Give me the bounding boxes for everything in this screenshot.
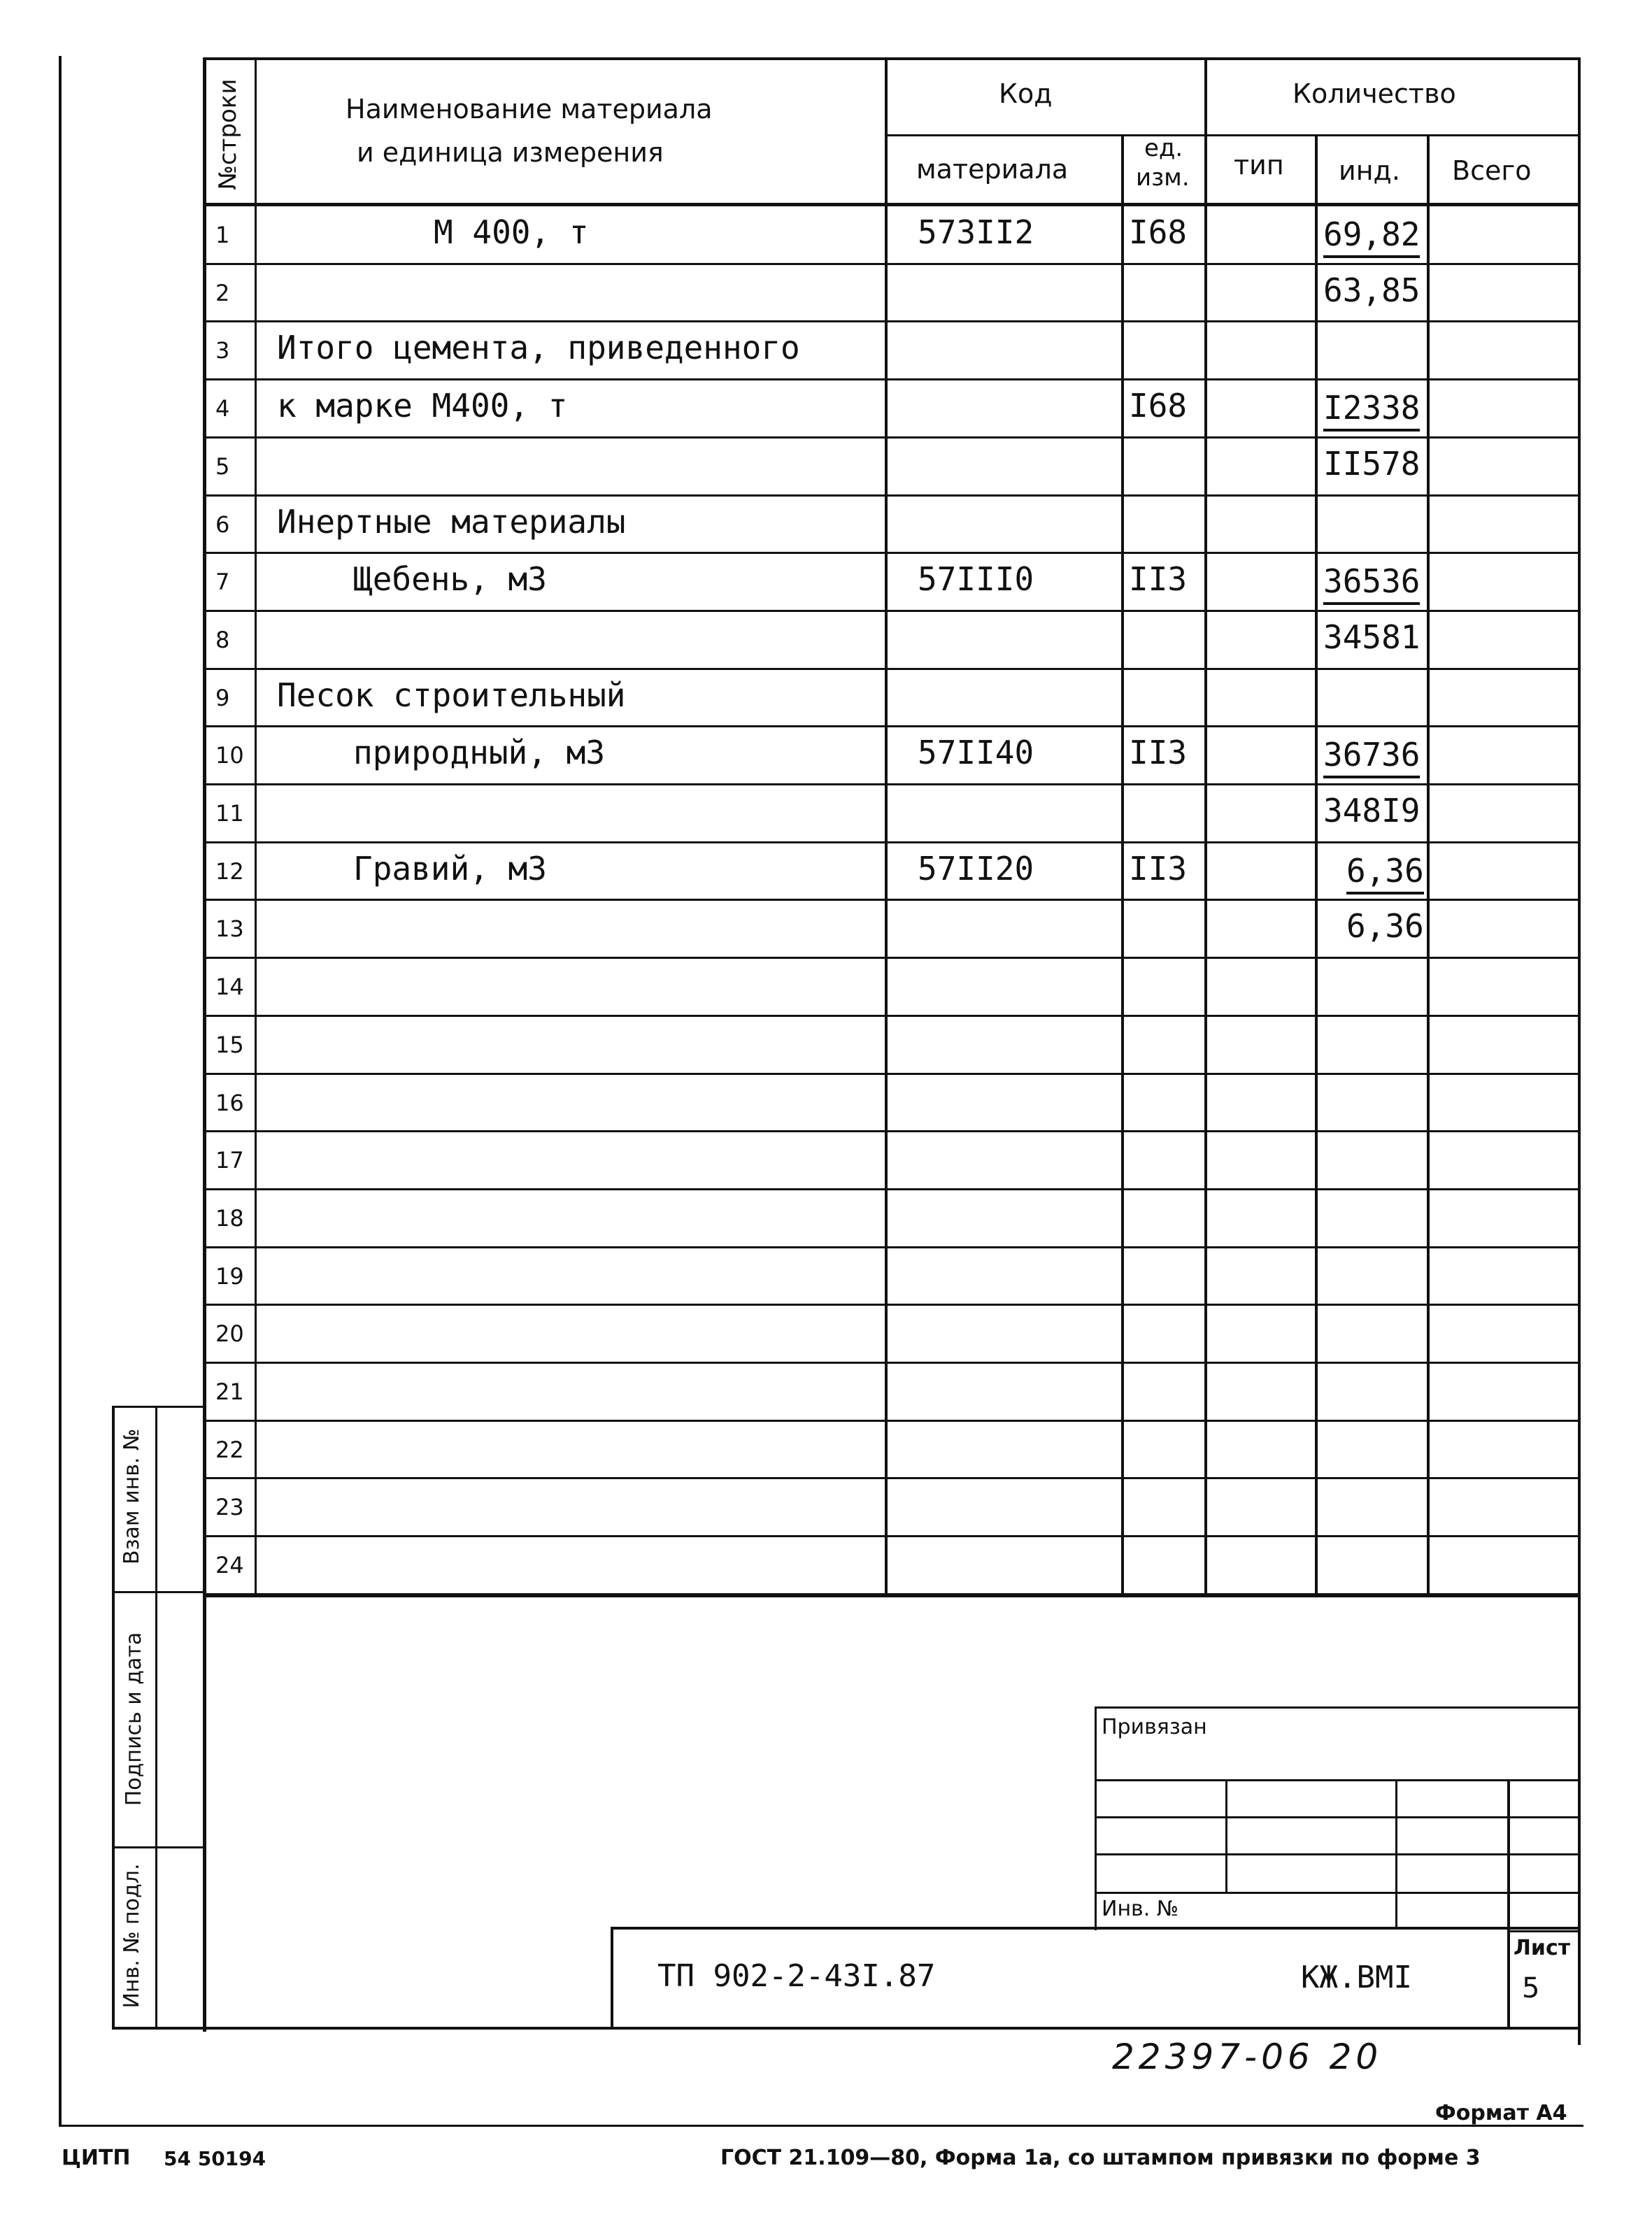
row-number: 22 (215, 1437, 244, 1463)
order-number: 54 50194 (164, 2147, 266, 2170)
name-header-line1: Наименование материала (346, 94, 713, 124)
material-code-header: материала (916, 154, 1069, 185)
material-code: 573II2 (918, 213, 1034, 251)
row-number: 10 (215, 742, 244, 769)
row-number: 13 (215, 915, 244, 942)
quantity-ind: 348I9 (1323, 792, 1420, 829)
unit-header-line1: ед. (1144, 134, 1183, 162)
ind-header: инд. (1339, 155, 1400, 186)
unit-code: I68 (1129, 387, 1188, 425)
material-name: к марке М400, т (277, 387, 568, 425)
inv-podl-label: Инв. № подл. (120, 1863, 144, 2009)
quantity-ind: 63,85 (1323, 271, 1420, 309)
type-header: тип (1234, 150, 1284, 180)
quantity-ind: 36536 (1323, 560, 1420, 605)
material-name: Щебень, м3 (353, 560, 547, 598)
row-number: 3 (215, 337, 230, 364)
handwritten-number: 22397-06 20 (1112, 2037, 1383, 2077)
row-number: 2 (215, 280, 230, 306)
quantity-ind: 34581 (1323, 618, 1420, 656)
row-number: 17 (215, 1147, 244, 1174)
bottom-margin-line (59, 2125, 1583, 2127)
row-number: 4 (215, 395, 230, 422)
row-number: 6 (215, 511, 230, 538)
signature-date-label: Подпись и дата (122, 1632, 146, 1806)
sheet-number: 5 (1522, 1972, 1540, 2004)
row-number: 20 (215, 1320, 244, 1347)
row-number: 12 (215, 858, 244, 885)
unit-code: I68 (1129, 213, 1188, 251)
material-code: 57II40 (918, 734, 1034, 771)
left-margin-line (59, 56, 62, 2126)
material-name: Итого цемента, приведенного (277, 329, 800, 366)
quantity-ind: 6,36 (1346, 907, 1424, 945)
row-number: 11 (215, 800, 244, 827)
quantity-ind: I2338 (1323, 387, 1420, 432)
quantity-ind: II578 (1323, 445, 1420, 483)
unit-code: II3 (1129, 850, 1188, 888)
row-number: 9 (215, 685, 230, 711)
quantity-header: Количество (1293, 78, 1456, 109)
row-number: 15 (215, 1032, 244, 1058)
inv-no-label: Инв. № (1102, 1897, 1179, 1921)
quantity-ind: 69,82 (1323, 213, 1420, 258)
unit-code: II3 (1129, 560, 1188, 598)
unit-header-line2: изм. (1136, 164, 1190, 192)
name-header-line2: и единица измерения (357, 137, 664, 168)
total-header: Всего (1452, 155, 1532, 186)
vzam-inv-label: Взам инв. № (120, 1428, 144, 1564)
row-number: 23 (215, 1494, 244, 1520)
row-number: 18 (215, 1205, 244, 1232)
quantity-ind: 6,36 (1346, 850, 1424, 894)
row-number: 14 (215, 974, 244, 1000)
material-name: Гравий, м3 (353, 850, 547, 888)
row-number: 24 (215, 1552, 244, 1578)
document-code: ТП 902-2-43I.87 (657, 1958, 936, 1994)
quantity-ind: 36736 (1323, 734, 1420, 778)
material-name: Песок строительный (277, 676, 626, 714)
material-code: 57III0 (918, 560, 1034, 598)
code-header: Код (999, 78, 1053, 109)
citp-label: ЦИТП (62, 2146, 131, 2170)
material-name: природный, м3 (353, 734, 606, 771)
row-number: 1 (215, 222, 230, 248)
material-name: Инертные материалы (277, 503, 626, 541)
unit-code: II3 (1129, 734, 1188, 771)
material-name: М 400, т (434, 213, 589, 251)
privyazan-label: Привязан (1102, 1715, 1207, 1739)
row-number: 7 (215, 569, 230, 595)
row-number: 21 (215, 1378, 244, 1405)
format-label: Формат А4 (1435, 2101, 1567, 2125)
row-number: 5 (215, 453, 230, 480)
row-number: 19 (215, 1263, 244, 1290)
document-mark: КЖ.ВМI (1301, 1960, 1412, 1995)
row-number: 16 (215, 1090, 244, 1116)
gost-form-label: ГОСТ 21.109—80, Форма 1а, со штампом привязки по форме 3 (720, 2146, 1481, 2170)
material-code: 57II20 (918, 850, 1034, 888)
row-number-header: №строки (214, 78, 242, 190)
row-number: 8 (215, 627, 230, 653)
sheet-label: Лист (1514, 1936, 1571, 1960)
